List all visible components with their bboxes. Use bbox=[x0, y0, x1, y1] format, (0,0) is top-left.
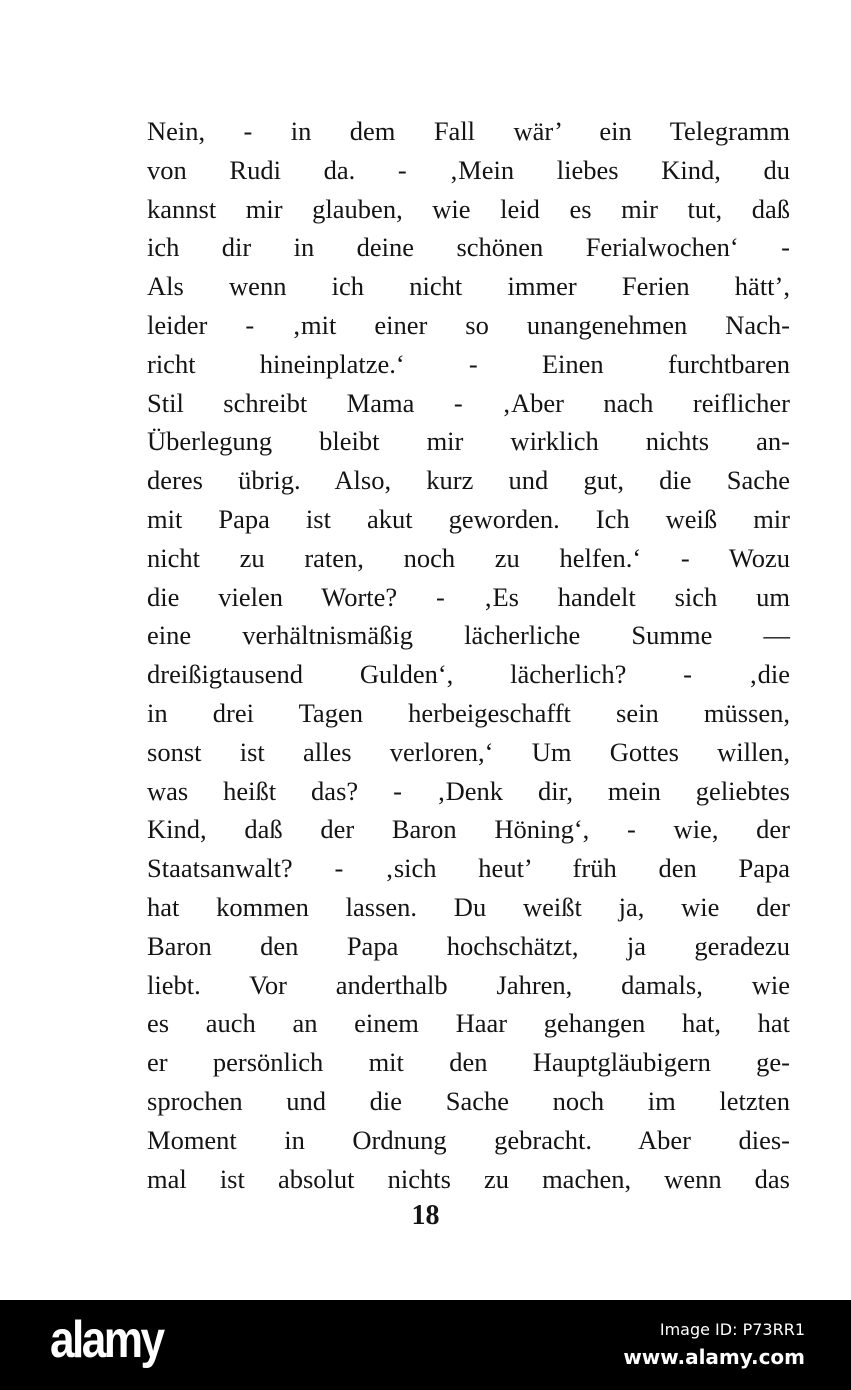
text-line: mal ist absolut nichts zu machen, wenn das bbox=[147, 1163, 790, 1194]
text-line: in drei Tagen herbeigeschafft sein müssen, bbox=[147, 697, 790, 728]
text-line: Kind, daß der Baron Höning‘, - wie, der bbox=[147, 814, 790, 845]
text-line: hat kommen lassen. Du weißt ja, wie der bbox=[147, 891, 790, 922]
site-url: www.alamy.com bbox=[623, 1345, 805, 1369]
text-line: Stil schreibt Mama - ‚Aber nach reiflicher bbox=[147, 387, 790, 418]
alamy-logo: alamy bbox=[50, 1311, 163, 1369]
text-line: Staatsanwalt? - ‚sich heut’ früh den Papa bbox=[147, 853, 790, 884]
text-line: von Rudi da. - ‚Mein liebes Kind, du bbox=[147, 154, 790, 185]
body-text bbox=[147, 112, 790, 1198]
text-line: Als wenn ich nicht immer Ferien hätt’, bbox=[147, 271, 790, 302]
text-line: er persönlich mit den Hauptgläubigern ge- bbox=[147, 1047, 790, 1078]
text-line: mit Papa ist akut geworden. Ich weiß mir bbox=[147, 503, 790, 534]
text-line: ich dir in deine schönen Ferialwochen‘ - bbox=[147, 232, 790, 263]
watermark-bar bbox=[0, 1300, 851, 1390]
page-number: 18 bbox=[411, 1200, 440, 1231]
text-line: richt hineinplatze.‘ - Einen furchtbaren bbox=[147, 348, 790, 379]
text-line: Nein, - in dem Fall wär’ ein Telegramm bbox=[147, 116, 790, 146]
text-line: liebt. Vor anderthalb Jahren, damals, wie bbox=[147, 969, 790, 1000]
text-line: sonst ist alles verloren,‘ Um Gottes willen, bbox=[147, 736, 790, 767]
text-line: was heißt das? - ‚Denk dir, mein geliebtes bbox=[147, 775, 790, 806]
text-line: Baron den Papa hochschätzt, ja geradezu bbox=[147, 930, 790, 961]
text-line: eine verhältnismäßig lächerliche Summe — bbox=[147, 620, 790, 651]
text-line: dreißigtausend Gulden‘, lächerlich? - ‚die bbox=[147, 659, 790, 690]
text-line: Moment in Ordnung gebracht. Aber dies- bbox=[147, 1124, 790, 1155]
text-line: es auch an einem Haar gehangen hat, hat bbox=[147, 1008, 790, 1039]
text-line: Überlegung bleibt mir wirklich nichts an- bbox=[147, 426, 790, 457]
text-line: sprochen und die Sache noch im letzten bbox=[147, 1085, 790, 1116]
text-line: nicht zu raten, noch zu helfen.‘ - Wozu bbox=[147, 542, 790, 573]
text-line: die vielen Worte? - ‚Es handelt sich um bbox=[147, 581, 790, 612]
image-id: Image ID: P73RR1 bbox=[659, 1320, 805, 1339]
text-line: kannst mir glauben, wie leid es mir tut, daß bbox=[147, 193, 790, 224]
text-line: leider - ‚mit einer so unangenehmen Nach- bbox=[147, 309, 790, 340]
text-line: deres übrig. Also, kurz und gut, die Sache bbox=[147, 465, 790, 496]
